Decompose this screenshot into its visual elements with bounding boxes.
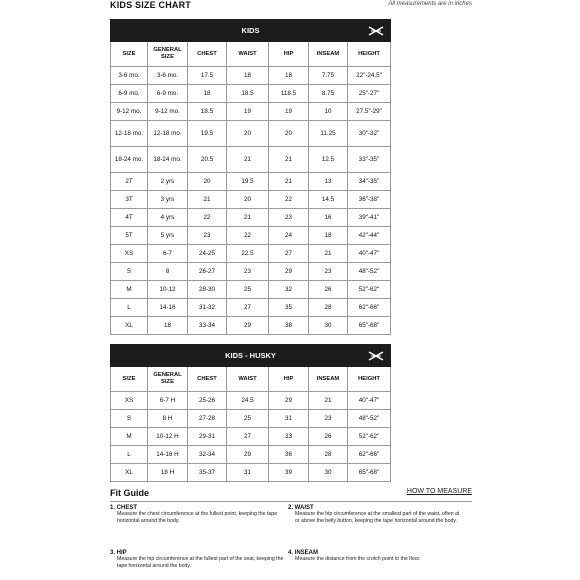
table-cell: XS: [111, 392, 148, 410]
table-row: [111, 121, 391, 147]
table-cell: 14.5: [309, 191, 348, 209]
table-cell: 22: [188, 209, 227, 227]
col-header-size: SIZE: [111, 42, 148, 67]
chart-title: KIDS SIZE CHART: [110, 0, 192, 10]
table-cell: 26: [309, 281, 348, 299]
table-cell: 18: [227, 67, 269, 85]
guide-item-hip: [110, 550, 285, 570]
guide-item-head: 2. WAIST: [288, 505, 314, 511]
kids-banner: [111, 20, 391, 42]
table-cell: 8: [148, 263, 188, 281]
table-cell: M: [111, 281, 148, 299]
table-cell: 33: [269, 428, 309, 446]
table-cell: 39"-41": [348, 209, 391, 227]
table-cell: 5T: [111, 227, 148, 245]
table-cell: 30: [309, 317, 348, 335]
table-cell: 8.75: [309, 85, 348, 103]
table-cell: 23: [227, 263, 269, 281]
table-cell: 48"-52": [348, 263, 391, 281]
table-cell: 18-24 mo.: [148, 147, 188, 173]
table-cell: 32: [269, 281, 309, 299]
table-cell: 18: [148, 317, 188, 335]
table-cell: 36: [269, 446, 309, 464]
table-cell: 12-18 mo.: [111, 121, 148, 147]
table-cell: 23: [309, 410, 348, 428]
guide-item-head: 3. HIP: [110, 550, 127, 556]
table-cell: 18.5: [227, 85, 269, 103]
table-row: [111, 147, 391, 173]
table-cell: 3-6 mo.: [111, 67, 148, 85]
kids-size-table: [110, 19, 391, 335]
table-row: [111, 464, 391, 482]
table-cell: 40"-47": [348, 392, 391, 410]
table-cell: 28: [309, 446, 348, 464]
table-cell: 4 yrs: [148, 209, 188, 227]
table-cell: 36"-38": [348, 191, 391, 209]
table-cell: 10-12: [148, 281, 188, 299]
table-cell: 20.5: [188, 147, 227, 173]
table-cell: 29: [269, 392, 309, 410]
husky-header-row: [111, 367, 391, 392]
table-cell: 18-24 mo.: [111, 147, 148, 173]
table-cell: 65"-68": [348, 464, 391, 482]
guide-item-inseam: [288, 550, 463, 563]
table-cell: 19: [269, 103, 309, 121]
table-cell: 25-26: [188, 392, 227, 410]
table-cell: 21: [188, 191, 227, 209]
table-row: [111, 392, 391, 410]
table-cell: 21: [309, 392, 348, 410]
col-header-height: HEIGHT: [348, 367, 391, 392]
table-cell: XS: [111, 245, 148, 263]
husky-size-table: [110, 344, 391, 482]
table-cell: 27: [227, 299, 269, 317]
table-cell: 4T: [111, 209, 148, 227]
table-cell: 17.5: [188, 67, 227, 85]
table-cell: M: [111, 428, 148, 446]
table-cell: 35-37: [188, 464, 227, 482]
table-cell: XL: [111, 317, 148, 335]
table-cell: 48"-52": [348, 410, 391, 428]
table-row: [111, 67, 391, 85]
table-cell: 27-28: [188, 410, 227, 428]
table-cell: 10: [309, 103, 348, 121]
table-cell: 52"-62": [348, 281, 391, 299]
table-cell: 30: [309, 464, 348, 482]
guide-item-body: Measure the hip circumference at the smallest part of the waist, often at or above the belly button, keeping the tape horizontal around the body.: [295, 511, 460, 524]
col-header-hip: HIP: [269, 42, 309, 67]
table-row: [111, 263, 391, 281]
table-cell: 31: [227, 464, 269, 482]
kids-table-body: [111, 67, 391, 335]
table-cell: 27: [269, 245, 309, 263]
table-cell: XL: [111, 464, 148, 482]
crossed-x-logo-icon: [368, 351, 384, 361]
table-cell: 29: [269, 263, 309, 281]
table-cell: 20: [227, 191, 269, 209]
table-cell: 26-27: [188, 263, 227, 281]
table-row: [111, 317, 391, 335]
table-row: [111, 299, 391, 317]
table-cell: 32-34: [188, 446, 227, 464]
table-cell: 27: [227, 428, 269, 446]
table-cell: 28: [309, 299, 348, 317]
table-cell: 65"-68": [348, 317, 391, 335]
table-cell: 3T: [111, 191, 148, 209]
table-row: [111, 173, 391, 191]
table-cell: 14-16: [148, 299, 188, 317]
guide-item-head: 4. INSEAM: [288, 550, 319, 556]
col-header-waist: WAIST: [227, 367, 269, 392]
measurement-note: All measurements are in inches: [388, 1, 472, 7]
table-cell: 24-25: [188, 245, 227, 263]
table-row: [111, 245, 391, 263]
husky-banner-row: [111, 345, 391, 367]
table-cell: 16: [309, 209, 348, 227]
table-cell: 8 H: [148, 410, 188, 428]
col-header-size: SIZE: [111, 367, 148, 392]
table-cell: 2T: [111, 173, 148, 191]
table-row: [111, 103, 391, 121]
table-cell: 22"-24.5": [348, 67, 391, 85]
fit-guide-divider: [110, 501, 472, 502]
col-header-chest: CHEST: [188, 367, 227, 392]
table-cell: 23: [269, 209, 309, 227]
col-header-general-size: GENERAL SIZE: [148, 367, 188, 392]
table-cell: 6-7: [148, 245, 188, 263]
table-cell: 12.5: [309, 147, 348, 173]
table-cell: 23: [309, 263, 348, 281]
table-cell: 3 yrs: [148, 191, 188, 209]
table-cell: 38: [269, 317, 309, 335]
table-cell: 29: [227, 446, 269, 464]
table-cell: 18.5: [188, 103, 227, 121]
guide-item-head: 1. CHEST: [110, 505, 138, 511]
table-cell: 31-32: [188, 299, 227, 317]
table-cell: L: [111, 446, 148, 464]
col-header-general-size: GENERAL SIZE: [148, 42, 188, 67]
table-cell: 62"-66": [348, 446, 391, 464]
table-cell: 6-7 H: [148, 392, 188, 410]
table-cell: 20: [269, 121, 309, 147]
table-cell: 21: [227, 147, 269, 173]
table-cell: 25"-27": [348, 85, 391, 103]
table-cell: 22: [269, 191, 309, 209]
table-row: [111, 446, 391, 464]
table-cell: 27.5"-29": [348, 103, 391, 121]
table-cell: 28-30: [188, 281, 227, 299]
table-cell: 24.5: [227, 392, 269, 410]
table-cell: 62"-66": [348, 299, 391, 317]
table-cell: 26: [309, 428, 348, 446]
table-cell: 21: [269, 147, 309, 173]
table-cell: 21: [309, 245, 348, 263]
table-cell: 21: [227, 209, 269, 227]
table-cell: 6-9 mo.: [148, 85, 188, 103]
table-row: [111, 410, 391, 428]
col-header-inseam: INSEAM: [309, 367, 348, 392]
table-cell: 19: [227, 103, 269, 121]
col-header-waist: WAIST: [227, 42, 269, 67]
guide-item-chest: [110, 505, 285, 525]
table-cell: 13: [309, 173, 348, 191]
table-cell: 25: [227, 410, 269, 428]
table-cell: 33-34: [188, 317, 227, 335]
table-row: [111, 209, 391, 227]
table-cell: S: [111, 410, 148, 428]
table-row: [111, 428, 391, 446]
table-cell: 20: [227, 121, 269, 147]
husky-table-body: [111, 392, 391, 482]
table-row: [111, 85, 391, 103]
how-to-measure-link[interactable]: HOW TO MEASURE: [406, 488, 472, 495]
table-row: [111, 281, 391, 299]
table-cell: 19.5: [227, 173, 269, 191]
table-cell: 35: [269, 299, 309, 317]
table-cell: 18: [309, 227, 348, 245]
table-cell: 22.5: [227, 245, 269, 263]
col-header-height: HEIGHT: [348, 42, 391, 67]
table-cell: 18: [269, 67, 309, 85]
crossed-x-logo-icon: [368, 26, 384, 36]
table-cell: 11.25: [309, 121, 348, 147]
kids-banner-row: [111, 20, 391, 42]
kids-banner-label: KIDS: [241, 25, 260, 35]
table-cell: 6-9 mo.: [111, 85, 148, 103]
table-row: [111, 191, 391, 209]
table-cell: 9-12 mo.: [111, 103, 148, 121]
table-cell: 12-18 mo.: [148, 121, 188, 147]
table-cell: 9-12 mo.: [148, 103, 188, 121]
table-cell: 42"-44": [348, 227, 391, 245]
table-cell: 18: [188, 85, 227, 103]
table-cell: 18 H: [148, 464, 188, 482]
table-cell: 29: [227, 317, 269, 335]
chart-header: [110, 0, 472, 14]
husky-banner-label: KIDS - HUSKY: [225, 350, 276, 360]
table-cell: 40"-47": [348, 245, 391, 263]
table-cell: 24: [269, 227, 309, 245]
guide-item-body: Measure the hip circumference at the fullest part of the seat, keeping the tape horizontal around the body.: [117, 556, 284, 569]
col-header-chest: CHEST: [188, 42, 227, 67]
kids-header-row: [111, 42, 391, 67]
table-cell: L: [111, 299, 148, 317]
table-cell: 23: [188, 227, 227, 245]
guide-item-body: Measure the distance from the crotch point to the floor.: [295, 556, 421, 562]
table-cell: 25: [227, 281, 269, 299]
table-cell: 33"-35": [348, 147, 391, 173]
table-cell: 34"-35": [348, 173, 391, 191]
table-cell: 7.75: [309, 67, 348, 85]
table-row: [111, 227, 391, 245]
table-cell: 14-16 H: [148, 446, 188, 464]
table-cell: 52"-62": [348, 428, 391, 446]
col-header-inseam: INSEAM: [309, 42, 348, 67]
table-cell: 10-12 H: [148, 428, 188, 446]
table-cell: 31: [269, 410, 309, 428]
guide-item-waist: [288, 505, 463, 525]
table-cell: 22: [227, 227, 269, 245]
table-cell: 5 yrs: [148, 227, 188, 245]
table-cell: 118.5: [269, 85, 309, 103]
table-cell: 29-31: [188, 428, 227, 446]
table-cell: 30"-32": [348, 121, 391, 147]
table-cell: 39: [269, 464, 309, 482]
table-cell: 20: [188, 173, 227, 191]
table-cell: 3-6 mo.: [148, 67, 188, 85]
table-cell: S: [111, 263, 148, 281]
fit-guide-title: Fit Guide: [110, 488, 149, 498]
husky-banner: [111, 345, 391, 367]
table-cell: 2 yrs: [148, 173, 188, 191]
table-cell: 19.5: [188, 121, 227, 147]
table-cell: 21: [269, 173, 309, 191]
col-header-hip: HIP: [269, 367, 309, 392]
guide-item-body: Measure the chest circumference at the fullest point, keeping the tape horizontal around the body.: [117, 511, 278, 524]
